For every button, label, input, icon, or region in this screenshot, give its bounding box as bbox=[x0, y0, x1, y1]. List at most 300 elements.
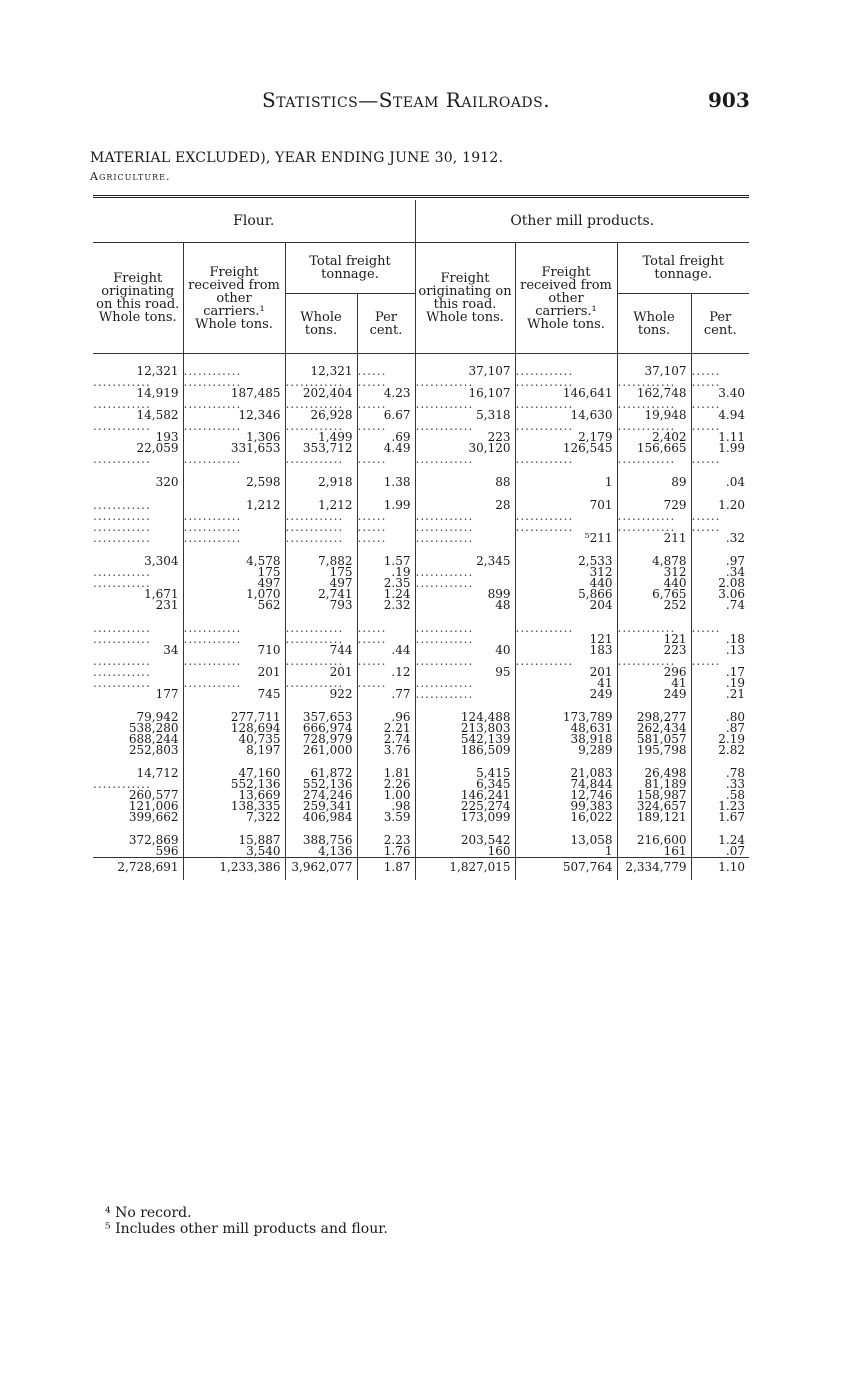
table-cell: ............ bbox=[183, 656, 285, 667]
table-cell: ............ bbox=[183, 377, 285, 388]
table-cell: ...... bbox=[357, 454, 415, 465]
col-received-other: Freight received from other carriers.¹ Whole tons. bbox=[515, 243, 617, 354]
table-cell: .96 bbox=[357, 712, 415, 723]
table-cell: 1.81 bbox=[357, 768, 415, 779]
table-cell: ............ bbox=[183, 623, 285, 634]
table-cell: ............ bbox=[285, 377, 357, 388]
table-row bbox=[93, 835, 749, 846]
table-cell: 203,542 bbox=[415, 835, 515, 846]
table-cell: 399,662 bbox=[128, 810, 179, 824]
table-cell: 1.20 bbox=[691, 500, 749, 511]
table-cell: ............ bbox=[93, 576, 151, 590]
table-cell: 259,341 bbox=[285, 801, 357, 812]
table-cell: ............ bbox=[415, 623, 515, 634]
table-cell: 124,488 bbox=[415, 712, 515, 723]
table-cell: 202,404 bbox=[285, 388, 357, 399]
table-cell: ............ bbox=[285, 511, 357, 522]
table-cell: 581,057 bbox=[617, 734, 691, 745]
table-cell: ............ bbox=[617, 377, 691, 388]
table-cell: 1.38 bbox=[357, 477, 415, 488]
table-cell: 173,099 bbox=[415, 812, 515, 823]
table-cell: ............ bbox=[617, 623, 691, 634]
table-cell: .44 bbox=[357, 645, 415, 656]
table-cell: ............ bbox=[415, 377, 515, 388]
table-cell: ............ bbox=[183, 399, 285, 410]
total-cell: 2,728,691 bbox=[93, 858, 183, 881]
table-cell: 225,274 bbox=[415, 801, 515, 812]
table-cell: 274,246 bbox=[285, 790, 357, 801]
table-cell: ............ bbox=[415, 511, 515, 522]
table-cell: .87 bbox=[691, 723, 749, 734]
table-cell: 1.00 bbox=[357, 790, 415, 801]
table-cell: 14,712 bbox=[136, 766, 179, 780]
table-cell: 30,120 bbox=[415, 443, 515, 454]
table-cell: 173,789 bbox=[515, 712, 617, 723]
table-cell: 47,160 bbox=[183, 768, 285, 779]
table-cell: 1 bbox=[515, 846, 617, 858]
table-cell: 231 bbox=[155, 598, 179, 612]
table-cell: 701 bbox=[515, 500, 617, 511]
table-cell: ............ bbox=[617, 454, 691, 465]
table-cell: ............ bbox=[93, 654, 151, 668]
table-cell: 3.76 bbox=[357, 745, 415, 756]
table-cell: 2,918 bbox=[285, 477, 357, 488]
table-cell: ............ bbox=[515, 377, 617, 388]
table-cell: ............ bbox=[617, 511, 691, 522]
table-cell: .74 bbox=[691, 600, 749, 611]
table-cell: ...... bbox=[357, 511, 415, 522]
table-cell: .98 bbox=[357, 801, 415, 812]
table-cell: ............ bbox=[183, 634, 285, 645]
table-cell: 2,402 bbox=[617, 432, 691, 443]
table-cell: ............ bbox=[183, 678, 285, 689]
col-whole-flour: Whole tons. bbox=[285, 294, 357, 354]
table-cell: 6,765 bbox=[617, 589, 691, 600]
table-cell: 156,665 bbox=[617, 443, 691, 454]
table-cell: 2.32 bbox=[357, 600, 415, 611]
table-cell: 4,878 bbox=[617, 556, 691, 567]
col-total-flour: Total freight tonnage. bbox=[285, 243, 415, 294]
table-cell: ............ bbox=[93, 520, 151, 534]
table-cell: ............ bbox=[285, 454, 357, 465]
table-cell: ............ bbox=[617, 522, 691, 533]
table-cell: 7,322 bbox=[183, 812, 285, 823]
table-cell: 4.94 bbox=[691, 410, 749, 421]
table-cell: 216,600 bbox=[617, 835, 691, 846]
table-cell: 1.99 bbox=[357, 500, 415, 511]
table-cell: ...... bbox=[357, 522, 415, 533]
table-cell: ...... bbox=[357, 656, 415, 667]
table-cell: 34 bbox=[163, 643, 179, 657]
table-row bbox=[93, 454, 749, 465]
table-cell: ............ bbox=[415, 689, 515, 700]
table-cell: ............ bbox=[617, 656, 691, 667]
table-cell: 41 bbox=[515, 678, 617, 689]
table-cell: .80 bbox=[691, 712, 749, 723]
table-cell: ...... bbox=[357, 399, 415, 410]
table-cell: ............ bbox=[93, 419, 151, 433]
table-cell: 223 bbox=[617, 645, 691, 656]
table-cell: 15,887 bbox=[183, 835, 285, 846]
table-cell: ............ bbox=[93, 498, 151, 512]
table-cell: .18 bbox=[691, 634, 749, 645]
table-cell: ............ bbox=[93, 565, 151, 579]
table-cell: 538,280 bbox=[128, 721, 179, 735]
table-cell: ...... bbox=[357, 634, 415, 645]
col-originating-flour: Freight originating on this road. Whole tons. bbox=[93, 243, 183, 354]
table-cell: ............ bbox=[93, 665, 151, 679]
table-cell: 121,006 bbox=[128, 799, 179, 813]
table-cell: 1 bbox=[515, 477, 617, 488]
table-cell: ...... bbox=[357, 377, 415, 388]
table-cell: 3,540 bbox=[183, 846, 285, 858]
table-cell: 201 bbox=[183, 667, 285, 678]
table-cell: ............ bbox=[515, 454, 617, 465]
table-cell: ...... bbox=[691, 421, 749, 432]
table-cell: 252,803 bbox=[128, 743, 179, 757]
table-cell: .78 bbox=[691, 768, 749, 779]
table-cell: 2.26 bbox=[357, 779, 415, 790]
table-cell: 331,653 bbox=[183, 443, 285, 454]
table-cell: .04 bbox=[691, 477, 749, 488]
table-cell: 13,669 bbox=[183, 790, 285, 801]
table-cell: .07 bbox=[691, 846, 749, 858]
table-cell: 249 bbox=[617, 689, 691, 700]
table-cell: 4.23 bbox=[357, 388, 415, 399]
table-cell: 2.21 bbox=[357, 723, 415, 734]
table-cell: 312 bbox=[515, 567, 617, 578]
table-cell: 19,948 bbox=[617, 410, 691, 421]
table-cell: ............ bbox=[617, 399, 691, 410]
table-cell: ...... bbox=[691, 454, 749, 465]
table-cell: ............ bbox=[415, 634, 515, 645]
table-cell: 146,241 bbox=[415, 790, 515, 801]
table-cell: ............ bbox=[183, 366, 285, 377]
table-cell: 4,578 bbox=[183, 556, 285, 567]
flour-group-header: Flour. bbox=[93, 200, 415, 243]
table-cell: ............ bbox=[415, 522, 515, 533]
table-cell: 201 bbox=[285, 667, 357, 678]
table-cell: 211 bbox=[617, 533, 691, 544]
table-cell: 5,415 bbox=[415, 768, 515, 779]
table-cell: 2.82 bbox=[691, 745, 749, 756]
table-cell: 1,212 bbox=[285, 500, 357, 511]
table-cell: 1.24 bbox=[691, 835, 749, 846]
table-cell: 186,509 bbox=[415, 745, 515, 756]
table-cell: 193 bbox=[155, 430, 179, 444]
table-cell: ............ bbox=[285, 533, 357, 544]
table-cell: 37,107 bbox=[415, 366, 515, 377]
table-cell: 440 bbox=[515, 578, 617, 589]
table-cell: 48 bbox=[415, 600, 515, 611]
table-cell: 2,179 bbox=[515, 432, 617, 443]
table-cell: .33 bbox=[691, 779, 749, 790]
table-cell: 12,746 bbox=[515, 790, 617, 801]
table-cell: 552,136 bbox=[183, 779, 285, 790]
table-cell: 16,022 bbox=[515, 812, 617, 823]
col-whole-other: Whole tons. bbox=[617, 294, 691, 354]
table-cell: .19 bbox=[691, 678, 749, 689]
table-cell: 2.08 bbox=[691, 578, 749, 589]
table-cell: ............ bbox=[93, 632, 151, 646]
table-cell: 793 bbox=[285, 600, 357, 611]
table-cell: 552,136 bbox=[285, 779, 357, 790]
table-cell: 9,289 bbox=[515, 745, 617, 756]
spacer-cell bbox=[515, 465, 617, 477]
table-row bbox=[93, 689, 749, 700]
table-cell: ............ bbox=[415, 533, 515, 544]
table-cell: .34 bbox=[691, 567, 749, 578]
table-cell: ............ bbox=[93, 375, 151, 389]
table-cell: 14,630 bbox=[515, 410, 617, 421]
table-cell: 223 bbox=[415, 432, 515, 443]
other-mill-group-header: Other mill products. bbox=[415, 200, 749, 243]
table-cell: ...... bbox=[691, 522, 749, 533]
table-cell: ...... bbox=[357, 421, 415, 432]
table-cell: 89 bbox=[617, 477, 691, 488]
top-double-rule bbox=[93, 195, 749, 198]
table-cell: 2.74 bbox=[357, 734, 415, 745]
spacer-row bbox=[93, 488, 749, 500]
table-subtitle: MATERIAL EXCLUDED), YEAR ENDING JUNE 30, 1912. bbox=[90, 150, 504, 166]
table-cell: 1,671 bbox=[144, 587, 179, 601]
table-cell: ...... bbox=[691, 366, 749, 377]
table-row bbox=[93, 600, 749, 611]
table-row bbox=[93, 812, 749, 823]
table-row bbox=[93, 578, 749, 589]
table-cell: ............ bbox=[285, 634, 357, 645]
table-cell: 1.11 bbox=[691, 432, 749, 443]
table-cell: ...... bbox=[691, 656, 749, 667]
table-cell: 729 bbox=[617, 500, 691, 511]
freight-table bbox=[93, 200, 749, 880]
table-cell: 128,694 bbox=[183, 723, 285, 734]
footnotes bbox=[105, 1205, 388, 1237]
table-cell: 48,631 bbox=[515, 723, 617, 734]
table-cell: 2,598 bbox=[183, 477, 285, 488]
table-cell: 4.49 bbox=[357, 443, 415, 454]
col-received-flour: Freight received from other carriers.¹ Whole tons. bbox=[183, 243, 285, 354]
table-cell: 2.19 bbox=[691, 734, 749, 745]
table-cell: ............ bbox=[415, 578, 515, 589]
page-header bbox=[0, 88, 867, 118]
totals-row bbox=[93, 858, 749, 881]
spacer-row bbox=[93, 465, 749, 477]
total-cell: 507,764 bbox=[515, 858, 617, 881]
table-cell: 4,136 bbox=[285, 846, 357, 858]
table-cell: 728,979 bbox=[285, 734, 357, 745]
footnote-4: ⁴ No record. bbox=[105, 1205, 192, 1221]
table-cell: 175 bbox=[183, 567, 285, 578]
table-cell: 28 bbox=[415, 500, 515, 511]
table-cell: ............ bbox=[183, 533, 285, 544]
table-cell: 1.67 bbox=[691, 812, 749, 823]
table-cell: ...... bbox=[691, 623, 749, 634]
table-cell: 38,918 bbox=[515, 734, 617, 745]
table-cell: .17 bbox=[691, 667, 749, 678]
table-cell: ............ bbox=[183, 454, 285, 465]
table-cell: ............ bbox=[285, 656, 357, 667]
table-cell: 187,485 bbox=[183, 388, 285, 399]
table-cell: 372,869 bbox=[128, 833, 179, 847]
table-cell: 320 bbox=[155, 475, 179, 489]
table-cell: 1.57 bbox=[357, 556, 415, 567]
table-cell: 99,383 bbox=[515, 801, 617, 812]
table-cell: 121 bbox=[617, 634, 691, 645]
table-cell: 262,434 bbox=[617, 723, 691, 734]
table-cell: 162,748 bbox=[617, 388, 691, 399]
table-row bbox=[93, 846, 749, 858]
table-cell: 312 bbox=[617, 567, 691, 578]
table-cell: 388,756 bbox=[285, 835, 357, 846]
table-cell: ............ bbox=[415, 678, 515, 689]
table-cell: 2.35 bbox=[357, 578, 415, 589]
table-cell: .77 bbox=[357, 689, 415, 700]
table-cell: 2,741 bbox=[285, 589, 357, 600]
table-cell: 177 bbox=[155, 687, 179, 701]
table-cell: 204 bbox=[515, 600, 617, 611]
table-cell: ...... bbox=[357, 623, 415, 634]
table-cell: .13 bbox=[691, 645, 749, 656]
table-cell: .21 bbox=[691, 689, 749, 700]
table-cell: ............ bbox=[515, 656, 617, 667]
table-cell: 596 bbox=[155, 844, 179, 858]
table-cell: 26,498 bbox=[617, 768, 691, 779]
table-cell: 899 bbox=[415, 589, 515, 600]
col-originating-other: Freight originating on this road. Whole tons. bbox=[415, 243, 515, 354]
table-cell: ............ bbox=[415, 421, 515, 432]
table-cell: 252 bbox=[617, 600, 691, 611]
table-cell: 497 bbox=[183, 578, 285, 589]
table-cell: 922 bbox=[285, 689, 357, 700]
table-cell: 1,306 bbox=[183, 432, 285, 443]
table-cell: ............ bbox=[515, 421, 617, 432]
table-cell: 296 bbox=[617, 667, 691, 678]
table-cell: 5,318 bbox=[415, 410, 515, 421]
table-cell: 298,277 bbox=[617, 712, 691, 723]
table-cell: ............ bbox=[415, 567, 515, 578]
table-cell: ............ bbox=[617, 421, 691, 432]
table-cell: 3.06 bbox=[691, 589, 749, 600]
total-cell: 1,827,015 bbox=[415, 858, 515, 881]
table-body bbox=[93, 354, 749, 858]
table-cell: 26,928 bbox=[285, 410, 357, 421]
table-cell: 37,107 bbox=[617, 366, 691, 377]
table-cell: 666,974 bbox=[285, 723, 357, 734]
table-cell: ............ bbox=[93, 452, 151, 466]
table-cell: 277,711 bbox=[183, 712, 285, 723]
table-cell: ............ bbox=[93, 777, 151, 791]
table-cell: 146,641 bbox=[515, 388, 617, 399]
table-cell: 2,345 bbox=[415, 556, 515, 567]
table-cell: 40 bbox=[415, 645, 515, 656]
footnote-5: ⁵ Includes other mill products and flour. bbox=[105, 1221, 388, 1237]
table-cell: 74,844 bbox=[515, 779, 617, 790]
table-cell: 201 bbox=[515, 667, 617, 678]
table-cell: 745 bbox=[183, 689, 285, 700]
col-total-other: Total freight tonnage. bbox=[617, 243, 749, 294]
total-cell: 2,334,779 bbox=[617, 858, 691, 881]
total-cell: 1.87 bbox=[357, 858, 415, 881]
table-cell: ...... bbox=[357, 533, 415, 544]
table-cell: 542,139 bbox=[415, 734, 515, 745]
table-cell: 1.99 bbox=[691, 443, 749, 454]
table-cell: ............ bbox=[515, 399, 617, 410]
table-cell: 12,321 bbox=[285, 366, 357, 377]
table-cell: 121 bbox=[515, 634, 617, 645]
table-cell: 1.24 bbox=[357, 589, 415, 600]
table-cell: ............ bbox=[183, 511, 285, 522]
table-cell: 744 bbox=[285, 645, 357, 656]
table-cell: 21,083 bbox=[515, 768, 617, 779]
table-cell: 357,653 bbox=[285, 712, 357, 723]
table-cell: 353,712 bbox=[285, 443, 357, 454]
col-per-flour: Per cent. bbox=[357, 294, 415, 354]
table-cell: ............ bbox=[285, 421, 357, 432]
table-cell: ...... bbox=[691, 377, 749, 388]
table-cell: 12,321 bbox=[136, 364, 179, 378]
table-cell: 22,059 bbox=[136, 441, 179, 455]
table-cell: 260,577 bbox=[128, 788, 179, 802]
table-cell: ............ bbox=[285, 522, 357, 533]
table-cell: 138,335 bbox=[183, 801, 285, 812]
table-cell: 440 bbox=[617, 578, 691, 589]
table-cell: ............ bbox=[285, 399, 357, 410]
table-cell: ............ bbox=[515, 366, 617, 377]
table-cell: 5,866 bbox=[515, 589, 617, 600]
table-cell: ............ bbox=[183, 421, 285, 432]
table-cell: 562 bbox=[183, 600, 285, 611]
table-cell: 249 bbox=[515, 689, 617, 700]
table-cell: 3,304 bbox=[144, 554, 179, 568]
table-cell: 189,121 bbox=[617, 812, 691, 823]
table-cell: 13,058 bbox=[515, 835, 617, 846]
table-cell: 14,919 bbox=[136, 386, 179, 400]
table-cell: ............ bbox=[515, 522, 617, 533]
table-cell: ............ bbox=[515, 511, 617, 522]
table-cell: .19 bbox=[357, 567, 415, 578]
table-cell: 95 bbox=[415, 667, 515, 678]
table-cell: 88 bbox=[415, 477, 515, 488]
running-title: Statistics—Steam Railroads. bbox=[262, 88, 551, 112]
table-row bbox=[93, 656, 749, 667]
table-cell: 79,942 bbox=[136, 710, 179, 724]
table-cell: .32 bbox=[691, 533, 749, 544]
table-cell: ............ bbox=[93, 621, 151, 635]
table-row bbox=[93, 477, 749, 488]
table-cell: 324,657 bbox=[617, 801, 691, 812]
table-cell: 8,197 bbox=[183, 745, 285, 756]
table-cell: ............ bbox=[515, 623, 617, 634]
table-cell: 1,499 bbox=[285, 432, 357, 443]
table-cell: 40,735 bbox=[183, 734, 285, 745]
table-cell: 688,244 bbox=[128, 732, 179, 746]
table-cell: 261,000 bbox=[285, 745, 357, 756]
table-cell: ...... bbox=[691, 399, 749, 410]
table-cell: 3.40 bbox=[691, 388, 749, 399]
table-cell: 160 bbox=[415, 846, 515, 858]
table-cell: ............ bbox=[415, 656, 515, 667]
table-cell: ............ bbox=[93, 531, 151, 545]
table-cell: 3.59 bbox=[357, 812, 415, 823]
table-cell: 14,582 bbox=[136, 408, 179, 422]
table-cell: 7,882 bbox=[285, 556, 357, 567]
table-cell: 1.23 bbox=[691, 801, 749, 812]
total-cell: 3,962,077 bbox=[285, 858, 357, 881]
table-cell: 195,798 bbox=[617, 745, 691, 756]
table-cell: ............ bbox=[415, 399, 515, 410]
table-cell: ............ bbox=[93, 676, 151, 690]
